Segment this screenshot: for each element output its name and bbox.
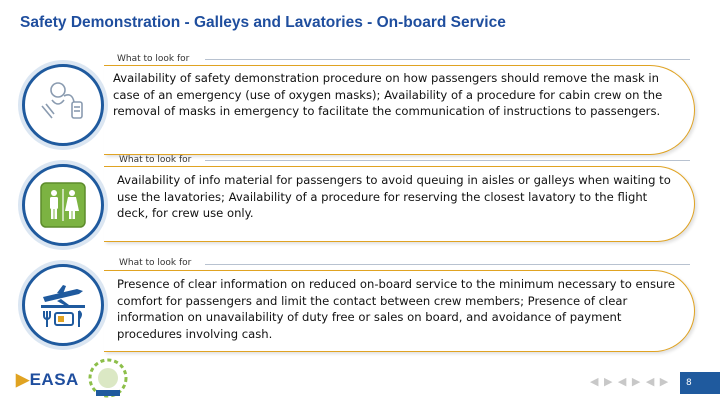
slide-nav-controls[interactable]: ◀ ▶ ◀ ▶ ◀ ▶ bbox=[590, 375, 670, 388]
page-title: Safety Demonstration - Galleys and Lavatories - On-board Service bbox=[20, 14, 506, 31]
section-icon-circle bbox=[22, 64, 104, 146]
ecoc-logo bbox=[86, 356, 130, 400]
section-icon-circle bbox=[22, 264, 104, 346]
ecoc-emblem-icon bbox=[86, 356, 130, 400]
lavatory-icon bbox=[39, 181, 87, 229]
section-text: Availability of info material for passengers to avoid queuing in aisles or galleys when waiting to use the lavatories; Availability of a procedure for reserving the closest lavatory to the flight deck, for crew use only. bbox=[117, 173, 671, 220]
divider bbox=[205, 59, 690, 60]
section-icon-circle bbox=[22, 164, 104, 246]
inflight-meal-icon bbox=[35, 277, 91, 333]
section-label: What to look for bbox=[119, 258, 192, 268]
divider bbox=[205, 160, 690, 161]
section-text: Presence of clear information on reduced on-board service to the minimum necessary to ensure comfort for passengers and limit the contact between crew members; Presence of clear information on unavailability of duty free or sales on board, and avoidance of payment procedures involving cash. bbox=[117, 277, 675, 341]
oxygen-mask-icon bbox=[34, 76, 92, 134]
easa-logo: ▶EASA bbox=[16, 370, 79, 389]
section-text: Availability of safety demonstration procedure on how passengers should remove the mask in case of an emergency (use of oxygen masks); Availability of a procedure for cabin crew on the removal of masks in emergency to facilitate the communication of instructions to passengers. bbox=[113, 71, 663, 118]
divider bbox=[205, 264, 690, 265]
section-label: What to look for bbox=[119, 155, 192, 165]
section-label: What to look for bbox=[117, 54, 190, 64]
page-number: 8 bbox=[680, 372, 720, 394]
